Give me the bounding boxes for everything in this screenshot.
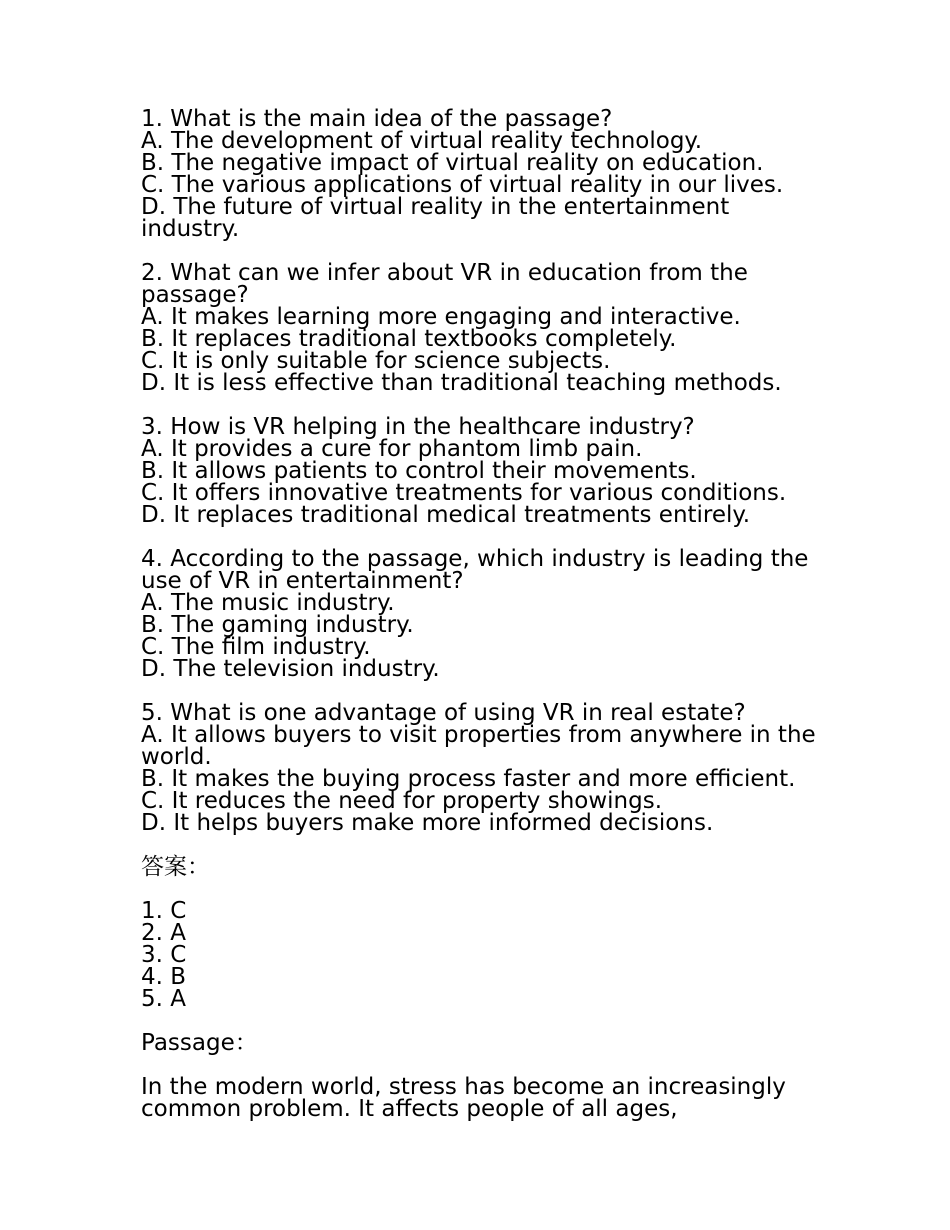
answers-heading: 答案：	[141, 854, 210, 880]
option-c: C. It reduces the need for property showings.	[141, 788, 663, 814]
option-a: A. The music industry.	[141, 590, 395, 616]
option-d: D. It is less effective than traditional teaching methods.	[141, 370, 782, 396]
option-b: B. It replaces traditional textbooks completely.	[141, 326, 677, 352]
answers-list	[141, 900, 821, 1010]
question-2	[141, 262, 821, 394]
answer-item: 3. C	[141, 942, 187, 968]
option-a: A. It makes learning more engaging and interactive.	[141, 304, 741, 330]
question-text: 1. What is the main idea of the passage?	[141, 106, 613, 132]
passage-text: In the modern world, stress has become an increasingly common problem. It affects people of all ages,	[141, 1074, 786, 1122]
answer-item: 1. C	[141, 898, 187, 924]
passage-heading: Passage：	[141, 1030, 258, 1056]
option-d: D. The television industry.	[141, 656, 440, 682]
option-c: C. The film industry.	[141, 634, 371, 660]
question-text: 5. What is one advantage of using VR in real estate?	[141, 700, 746, 726]
option-a: A. It provides a cure for phantom limb pain.	[141, 436, 643, 462]
option-c: C. It offers innovative treatments for various conditions.	[141, 480, 787, 506]
passage-heading-block	[141, 1032, 821, 1054]
option-d: D. The future of virtual reality in the entertainment industry.	[141, 194, 730, 242]
passage-body	[141, 1076, 821, 1120]
option-a: A. The development of virtual reality technology.	[141, 128, 703, 154]
option-d: D. It replaces traditional medical treatments entirely.	[141, 502, 751, 528]
option-d: D. It helps buyers make more informed decisions.	[141, 810, 714, 836]
document-page	[141, 108, 821, 1142]
answer-item: 5. A	[141, 986, 186, 1012]
answer-item: 2. A	[141, 920, 186, 946]
question-4	[141, 548, 821, 680]
question-3	[141, 416, 821, 526]
option-c: C. It is only suitable for science subjects.	[141, 348, 611, 374]
question-text: 4. According to the passage, which industry is leading the use of VR in entertainment?	[141, 546, 809, 594]
option-b: B. The negative impact of virtual reality on education.	[141, 150, 764, 176]
option-b: B. The gaming industry.	[141, 612, 414, 638]
option-b: B. It makes the buying process faster and more efficient.	[141, 766, 796, 792]
option-a: A. It allows buyers to visit properties from anywhere in the world.	[141, 722, 816, 770]
question-text: 2. What can we infer about VR in education from the passage?	[141, 260, 748, 308]
answer-item: 4. B	[141, 964, 187, 990]
answers-heading-block	[141, 856, 821, 878]
option-c: C. The various applications of virtual reality in our lives.	[141, 172, 784, 198]
question-text: 3. How is VR helping in the healthcare industry?	[141, 414, 695, 440]
question-1	[141, 108, 821, 240]
question-5	[141, 702, 821, 834]
option-b: B. It allows patients to control their movements.	[141, 458, 697, 484]
